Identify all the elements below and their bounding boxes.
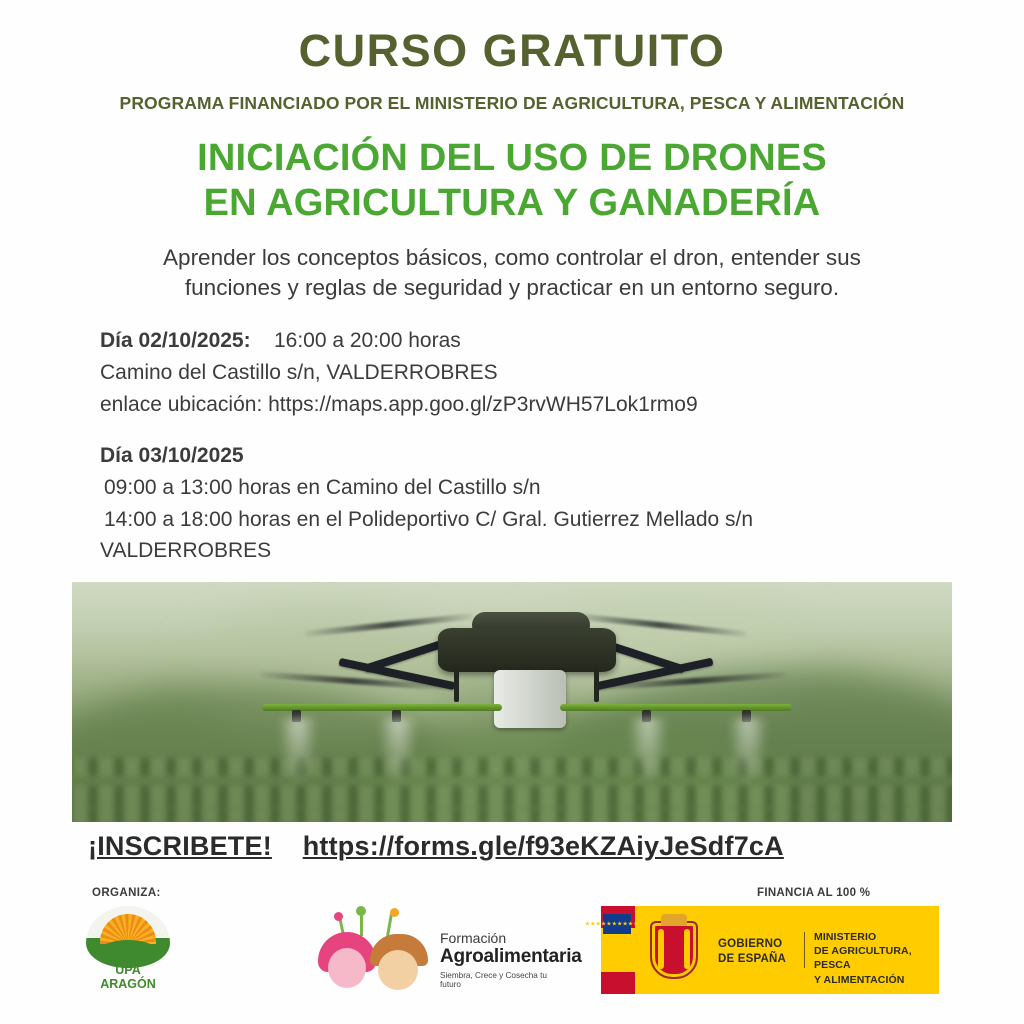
spray-mist-3 bbox=[628, 718, 668, 788]
gobierno-line-1: GOBIERNO bbox=[718, 938, 783, 950]
page-title: CURSO GRATUITO bbox=[298, 25, 726, 76]
spain-flag-icon bbox=[584, 906, 650, 994]
session-2-day-label: Día 03/10/2025 bbox=[100, 443, 244, 467]
spray-mist-2 bbox=[378, 718, 418, 788]
upa-logo-mark bbox=[86, 906, 170, 968]
course-title bbox=[0, 114, 1024, 225]
ministerio-line-2: DE AGRICULTURA, PESCA bbox=[814, 945, 912, 972]
ministerio-text bbox=[814, 930, 939, 987]
formacion-line-3: Siembra, Crece y Cosecha tu futuro bbox=[440, 971, 547, 989]
session-1-time: 16:00 a 20:00 horas bbox=[273, 329, 461, 352]
session-2-details bbox=[0, 440, 1024, 568]
session-2-time-afternoon: 14:00 a 18:00 horas en el Polideportivo C/ Gral. Gutierrez Mellado s/n bbox=[104, 507, 754, 531]
session-1-day-row bbox=[100, 325, 1024, 357]
logo-divider bbox=[804, 932, 805, 968]
eu-flag-icon bbox=[584, 914, 650, 934]
drone-spray-tank bbox=[494, 670, 566, 728]
ministerio-line-3: Y ALIMENTACIÓN bbox=[814, 973, 905, 986]
session-1-address: Camino del Castillo s/n, VALDERROBRES bbox=[100, 360, 498, 384]
kids-illustration-icon bbox=[318, 908, 438, 994]
pillar-right-icon bbox=[684, 929, 690, 969]
upa-logo-line-1: UPA bbox=[115, 963, 141, 977]
session-2-town: VALDERROBRES bbox=[100, 539, 272, 563]
details-spacer bbox=[0, 421, 1024, 440]
formacion-logo-text bbox=[440, 930, 582, 989]
ministerio-line-1: MINISTERIO bbox=[814, 931, 877, 943]
drone-leg-right bbox=[594, 668, 599, 702]
organiza-label: ORGANIZA: bbox=[92, 887, 161, 899]
gobierno-line-2: DE ESPAÑA bbox=[718, 952, 787, 965]
upa-aragon-logo bbox=[86, 906, 170, 990]
signup-form-url[interactable]: https://forms.gle/f93eKZAiyJeSdf7cA bbox=[302, 831, 784, 861]
session-1-day-label: Día 02/10/2025: bbox=[100, 329, 251, 352]
spray-mist-4 bbox=[728, 718, 768, 788]
coat-of-arms-icon bbox=[635, 906, 713, 994]
kid-left-face bbox=[328, 948, 366, 988]
crown-icon bbox=[661, 914, 687, 926]
course-title-line-1: INICIACIÓN DEL USO DE DRONES bbox=[197, 137, 827, 180]
leaf-dot-2 bbox=[356, 906, 366, 916]
photo-crop-row-3 bbox=[72, 808, 952, 822]
course-description-line-1: Aprender los conceptos básicos, como controlar el dron, entender sus bbox=[163, 245, 861, 271]
financia-label: FINANCIA AL 100 % bbox=[757, 887, 871, 899]
course-description-line-2: funciones y reglas de seguridad y practicar en un entorno seguro. bbox=[184, 275, 840, 301]
drone-body bbox=[438, 628, 616, 672]
footer bbox=[0, 880, 1024, 1024]
leaf-dot-3 bbox=[390, 908, 399, 917]
drone-spray-boom-right bbox=[560, 704, 792, 711]
gobierno-de-espana-logo bbox=[584, 906, 939, 994]
photo-crop-row-2 bbox=[72, 786, 952, 808]
upa-logo-line-2: ARAGÓN bbox=[100, 976, 156, 991]
drone-photo bbox=[72, 582, 952, 822]
eu-stars: ★★★★★★★★★★★★ bbox=[584, 921, 650, 928]
session-1-location-link[interactable]: enlace ubicación: https://maps.app.goo.gl/zP3rvWH57Lok1rmo9 bbox=[100, 392, 698, 416]
spray-mist-1 bbox=[278, 718, 318, 788]
pillar-left-icon bbox=[658, 929, 664, 969]
crest-shield bbox=[650, 921, 698, 979]
agricultural-drone bbox=[242, 592, 802, 757]
course-title-line-2: EN AGRICULTURA Y GANADERÍA bbox=[203, 181, 821, 224]
signup-line[interactable] bbox=[88, 831, 784, 862]
photo-crop-row-1 bbox=[72, 758, 952, 776]
program-funding-subtitle: PROGRAMA FINANCIADO POR EL MINISTERIO DE AGRICULTURA, PESCA Y ALIMENTACIÓN bbox=[119, 93, 905, 114]
formacion-line-1: Formación bbox=[440, 930, 507, 946]
leaf-dot-1 bbox=[334, 912, 343, 921]
gobierno-text bbox=[718, 937, 786, 966]
sprout-stem-3 bbox=[386, 914, 393, 936]
session-2-time-morning: 09:00 a 13:00 horas en Camino del Castillo s/n bbox=[104, 475, 541, 499]
course-description bbox=[0, 225, 1024, 303]
session-1-details bbox=[0, 303, 1024, 421]
formacion-line-2: Agroalimentaria bbox=[440, 946, 582, 967]
kid-right-face bbox=[378, 950, 418, 990]
formacion-agroalimentaria-logo bbox=[318, 908, 582, 994]
upa-logo-text bbox=[86, 964, 170, 991]
drone-leg-left bbox=[454, 668, 459, 702]
signup-cta-label: ¡INSCRIBETE! bbox=[88, 831, 272, 861]
